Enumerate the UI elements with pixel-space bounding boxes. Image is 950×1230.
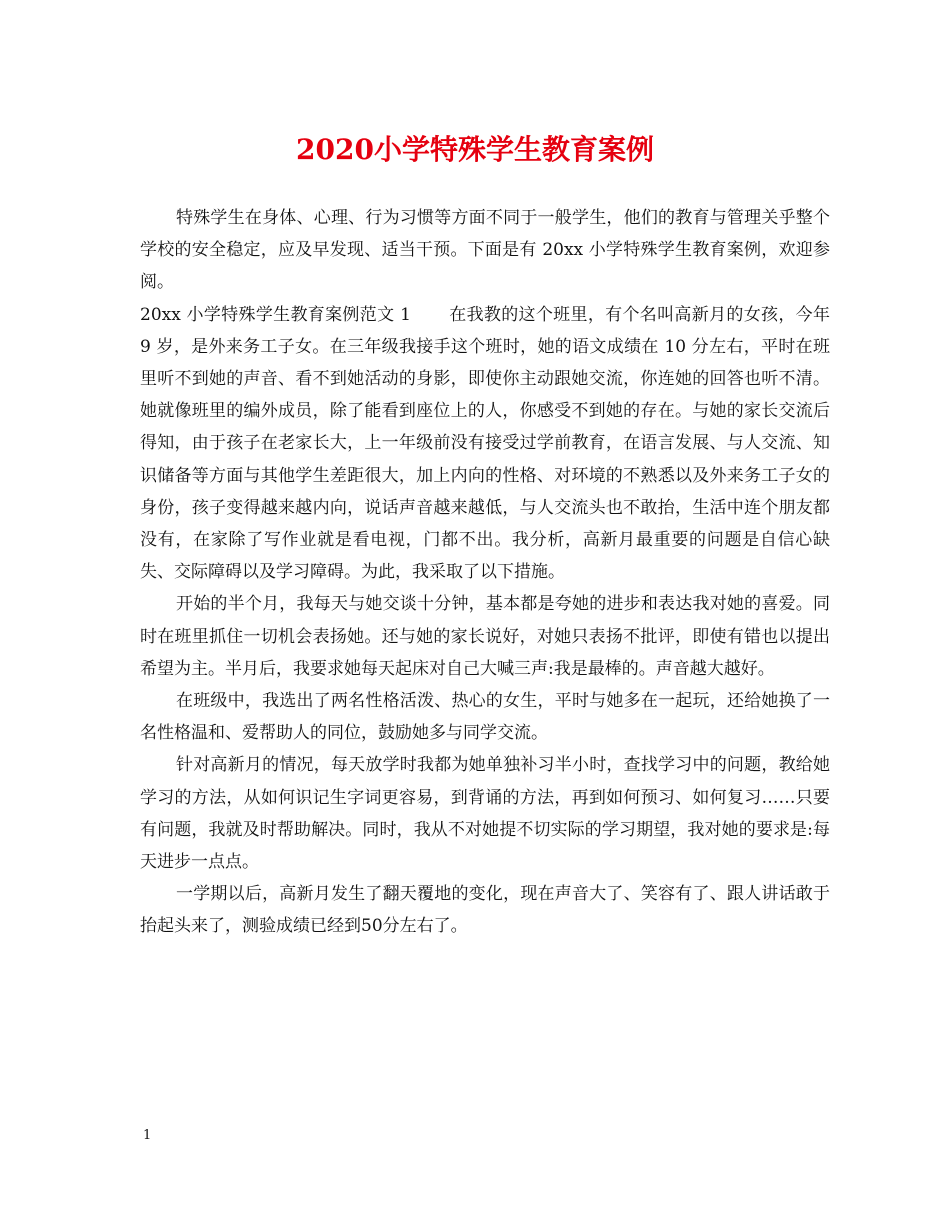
document-body <box>140 202 830 943</box>
paragraph-tutoring: 针对高新月的情况，每天放学时我都为她单独补习半小时，查找学习中的问题，教给她学习的方法，从如何识记生字词更容易，到背诵的方法，再到如何预习、如何复习……只要有问题，我就及时帮助解决。同时，我从不对她提不切实际的学习期望，我对她的要求是:每天进步一点点。 <box>140 755 830 873</box>
document-title: 2020小学特殊学生教育案例 <box>296 133 654 166</box>
paragraph-classmates: 在班级中，我选出了两名性格活泼、热心的女生，平时与她多在一起玩，还给她换了一名性格温和、爱帮助人的同位，鼓励她多与同学交流。 <box>140 691 830 744</box>
paragraph-praise: 开始的半个月，我每天与她交谈十分钟，基本都是夸她的进步和表达我对她的喜爱。同时在班里抓住一切机会表扬她。还与她的家长说好，对她只表扬不批评，即使有错也以提出希望为主。半月后，我要求她每天起床对自己大喊三声:我是最棒的。声音越大越好。 <box>140 594 830 679</box>
case-heading: 20xx 小学特殊学生教育案例范文 1 <box>140 304 411 325</box>
paragraph-intro: 特殊学生在身体、心理、行为习惯等方面不同于一般学生，他们的教育与管理关乎整个学校的安全稳定，应及早发现、适当干预。下面是有 20xx 小学特殊学生教育案例，欢迎参阅。 <box>140 208 830 293</box>
paragraph-result: 一学期以后，高新月发生了翻天覆地的变化，现在声音大了、笑容有了、跟人讲话敢于抬起头来了，测验成绩已经到50分左右了。 <box>140 884 830 937</box>
page-number: 1 <box>143 1128 152 1143</box>
paragraph-case-1 <box>140 299 830 589</box>
case-text: 在我教的这个班里，有个名叫高新月的女孩，今年 9 岁，是外来务工子女。在三年级我接手这个班时，她的语文成绩在 10 分左右，平时在班里听不到她的声音、看不到她活动的身影，即使你主动跟她交流，你连她的回答也听不清。她就像班里的编外成员，除了能看到座位上的人，你感受不到她的存在。与她的家长交流后得知，由于孩子在老家长大，上一年级前没有接受过学前教育，在语言发展、与人交流、知识储备等方面与其他学生差距很大，加上内向的性格、对环境的不熟悉以及外来务工子女的身份，孩子变得越来越内向，说话声音越来越低，与人交流头也不敢抬，生活中连个朋友都没有，在家除了写作业就是看电视，门都不出。我分析，高新月最重要的问题是自信心缺失、交际障碍以及学习障碍。为此，我采取了以下措施。 <box>140 304 831 583</box>
